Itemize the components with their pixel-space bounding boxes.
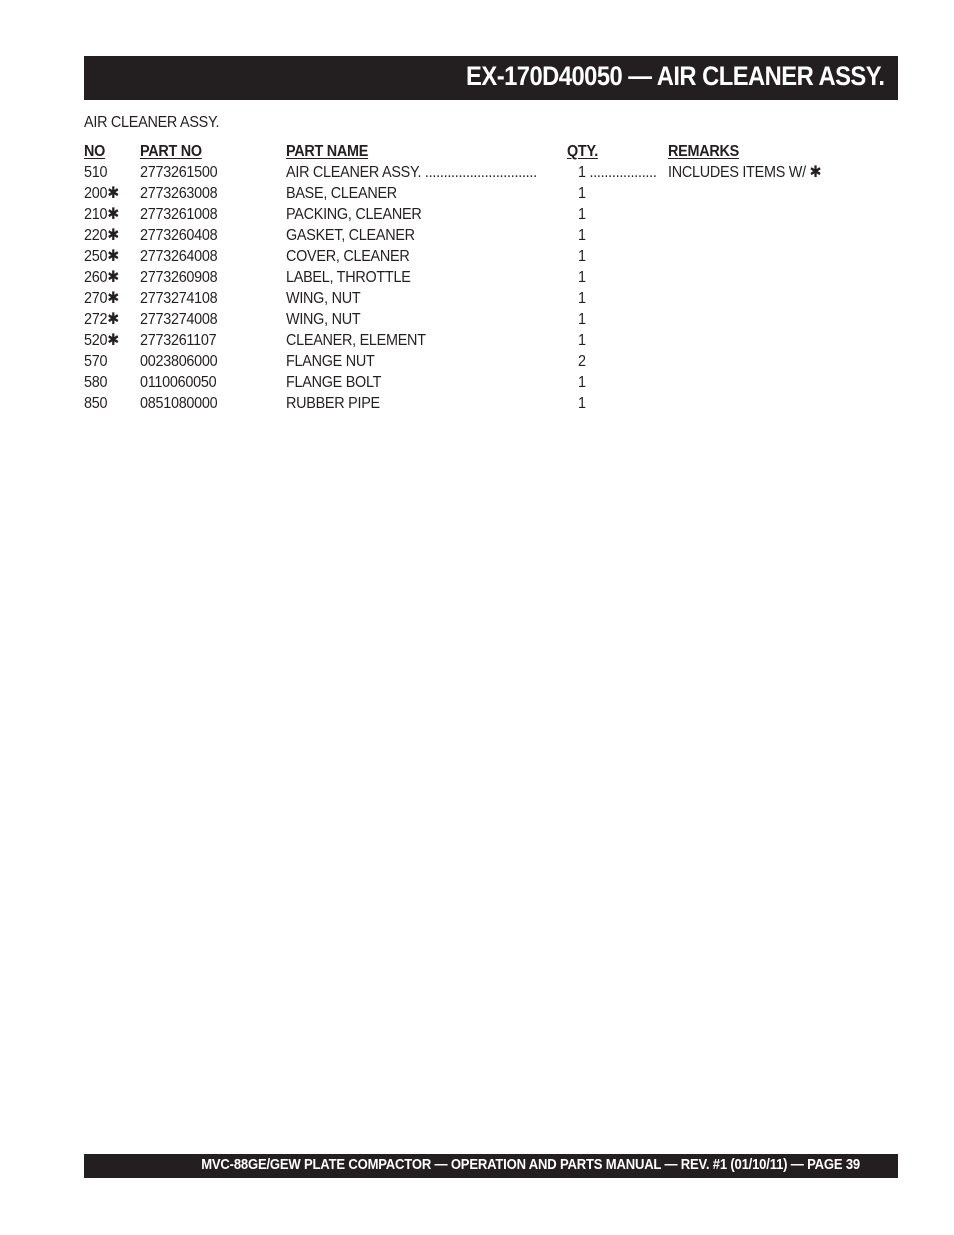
row-part-name: PACKING, CLEANER: [286, 206, 422, 223]
column-header-remarks: REMARKS: [668, 143, 739, 160]
row-no: 250✱: [84, 248, 120, 265]
row-part-name: LABEL, THROTTLE: [286, 269, 411, 286]
row-part-no: 2773263008: [140, 185, 218, 202]
row-part-no: 0023806000: [140, 353, 218, 370]
row-qty: 1: [578, 311, 586, 328]
footer-text: MVC-88GE/GEW PLATE COMPACTOR — OPERATION AND PARTS MANUAL — REV. #1 (01/10/11) — PAGE 39: [201, 1157, 860, 1173]
column-header-part-name: PART NAME: [286, 143, 369, 160]
row-part-name: WING, NUT: [286, 311, 361, 328]
column-header-part-no: PART NO: [140, 143, 202, 160]
table-row: [84, 267, 898, 288]
row-qty: 1: [578, 395, 586, 412]
row-no: 850: [84, 395, 108, 412]
table-header-row: [84, 141, 898, 162]
row-part-no: 2773260908: [140, 269, 218, 286]
row-qty: 1: [578, 374, 586, 391]
table-row: [84, 183, 898, 204]
row-part-no: 2773260408: [140, 227, 218, 244]
row-part-no: 0110060050: [140, 374, 217, 391]
row-part-name: WING, NUT: [286, 290, 361, 307]
table-row: [84, 393, 898, 414]
row-part-name: GASKET, CLEANER: [286, 227, 415, 244]
row-qty: 1: [578, 290, 586, 307]
row-part-no: 0851080000: [140, 395, 218, 412]
row-part-name: AIR CLEANER ASSY. ..............................: [286, 164, 537, 181]
table-row: [84, 246, 898, 267]
row-part-no: 2773261500: [140, 164, 218, 181]
column-header-qty: QTY.: [567, 143, 598, 160]
section-subtitle: AIR CLEANER ASSY.: [84, 114, 220, 131]
row-part-no: 2773261107: [140, 332, 217, 349]
column-header-no: NO: [84, 143, 106, 160]
row-qty: 1: [578, 332, 586, 349]
row-qty: 2: [578, 353, 586, 370]
row-part-no: 2773274108: [140, 290, 218, 307]
row-part-no: 2773264008: [140, 248, 218, 265]
row-qty: 1: [578, 206, 586, 223]
parts-table: [84, 141, 898, 414]
table-row: [84, 351, 898, 372]
table-row: [84, 372, 898, 393]
row-no: 210✱: [84, 206, 120, 223]
row-no: 570: [84, 353, 108, 370]
row-no: 272✱: [84, 311, 120, 328]
row-part-name: FLANGE BOLT: [286, 374, 382, 391]
row-no: 580: [84, 374, 108, 391]
table-row: [84, 204, 898, 225]
page-title: EX-170D40050 — AIR CLEANER ASSY.: [465, 61, 884, 91]
row-part-name: CLEANER, ELEMENT: [286, 332, 426, 349]
table-row: [84, 225, 898, 246]
row-part-no: 2773261008: [140, 206, 218, 223]
row-qty: 1: [578, 227, 586, 244]
row-remarks: INCLUDES ITEMS W/ ✱: [668, 164, 822, 181]
row-part-name: RUBBER PIPE: [286, 395, 380, 412]
row-no: 520✱: [84, 332, 120, 349]
row-part-no: 2773274008: [140, 311, 218, 328]
row-part-name: COVER, CLEANER: [286, 248, 410, 265]
page-title-bar: [84, 56, 898, 100]
row-qty: 1: [578, 185, 586, 202]
row-no: 270✱: [84, 290, 120, 307]
row-qty: 1 ..................: [578, 164, 657, 181]
table-row: [84, 330, 898, 351]
footer-bar: [84, 1154, 898, 1178]
row-no: 200✱: [84, 185, 120, 202]
row-qty: 1: [578, 269, 586, 286]
table-row: [84, 288, 898, 309]
row-no: 260✱: [84, 269, 120, 286]
table-row: [84, 309, 898, 330]
row-part-name: FLANGE NUT: [286, 353, 375, 370]
row-qty: 1: [578, 248, 586, 265]
table-row: [84, 162, 898, 183]
row-no: 510: [84, 164, 108, 181]
row-part-name: BASE, CLEANER: [286, 185, 397, 202]
row-no: 220✱: [84, 227, 120, 244]
